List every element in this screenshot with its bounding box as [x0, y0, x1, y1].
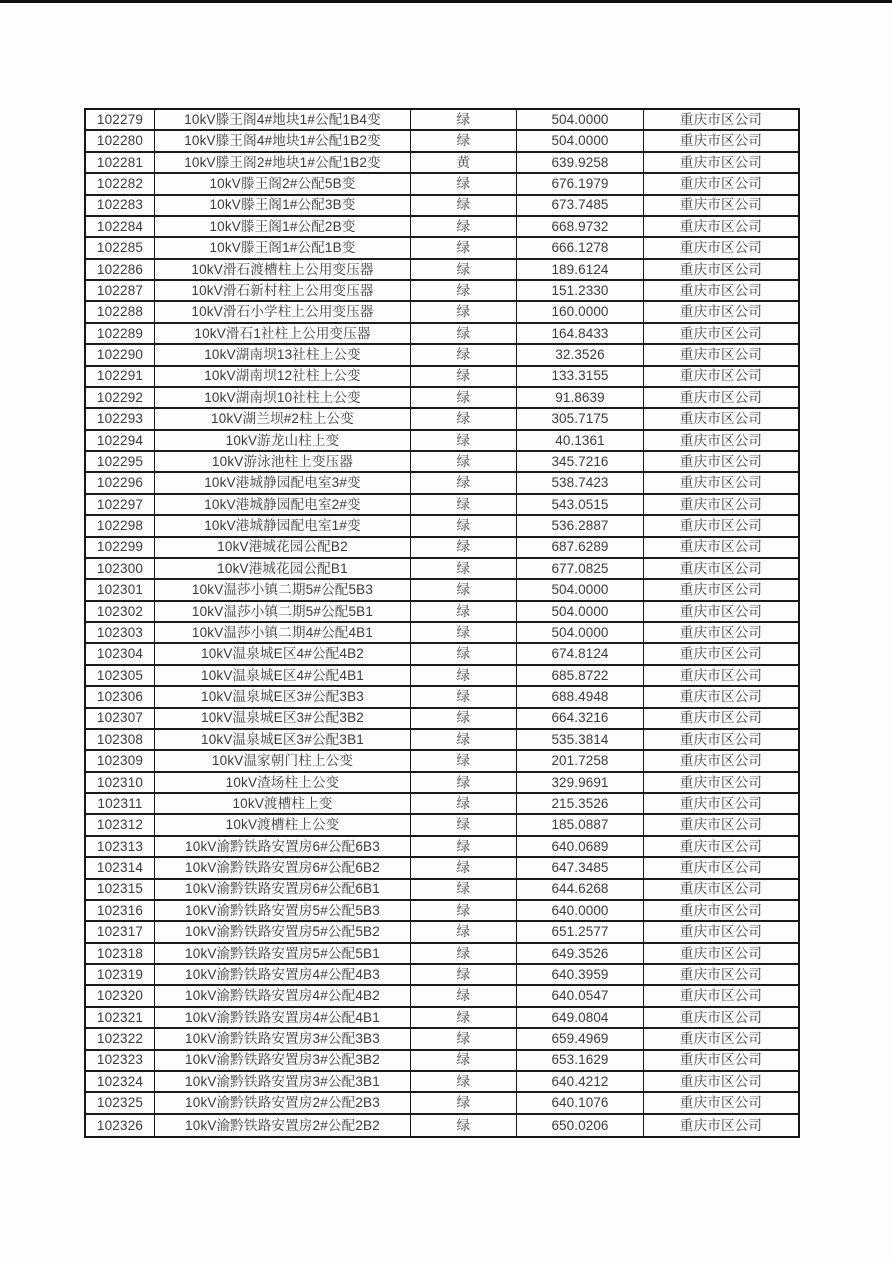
capacity-value: 640.4212	[517, 1072, 644, 1091]
table-row	[86, 837, 798, 858]
status-flag: 绿	[411, 495, 517, 514]
company-name: 重庆市区公司	[679, 582, 763, 598]
row-id: 102319	[86, 965, 155, 984]
capacity-value: 504.0000	[517, 131, 644, 150]
row-id: 102325	[86, 1093, 155, 1112]
status-flag: 绿	[411, 644, 517, 663]
row-id: 102281	[86, 153, 155, 172]
company-name: 重庆市区公司	[679, 860, 763, 876]
status-flag: 绿	[411, 217, 517, 236]
company-name: 重庆市区公司	[679, 411, 763, 427]
company-name: 重庆市区公司	[679, 518, 763, 534]
row-id: 102283	[86, 196, 155, 215]
status-flag: 绿	[411, 131, 517, 150]
table-row	[86, 1072, 798, 1093]
status-flag: 绿	[411, 773, 517, 792]
status-flag: 绿	[411, 901, 517, 920]
company-name: 重庆市区公司	[679, 389, 763, 405]
status-flag: 绿	[411, 944, 517, 963]
table-row	[86, 559, 798, 580]
status-flag: 绿	[411, 602, 517, 621]
company-name: 重庆市区公司	[679, 218, 763, 234]
table-row	[86, 922, 798, 943]
capacity-value: 305.7175	[517, 409, 644, 428]
transformer-name: 10kV滕王阁4#地块1#公配1B2变	[155, 131, 411, 150]
company-name: 重庆市区公司	[679, 368, 763, 384]
row-id: 102306	[86, 687, 155, 706]
status-flag: 绿	[411, 623, 517, 642]
status-flag: 绿	[411, 302, 517, 321]
row-id: 102294	[86, 431, 155, 450]
capacity-value: 673.7485	[517, 196, 644, 215]
status-flag: 绿	[411, 922, 517, 941]
transformer-name: 10kV滑石新村柱上公用变压器	[155, 281, 411, 300]
company-name: 重庆市区公司	[679, 1117, 763, 1133]
company-name: 重庆市区公司	[679, 432, 763, 448]
transformer-name: 10kV港城静园配电室3#变	[155, 473, 411, 492]
company-name: 重庆市区公司	[679, 1009, 763, 1025]
table-row	[86, 409, 798, 430]
table-row	[86, 110, 798, 131]
transformer-name: 10kV温莎小镇二期5#公配5B1	[155, 602, 411, 621]
status-flag: 绿	[411, 751, 517, 770]
company-name: 重庆市区公司	[679, 560, 763, 576]
capacity-value: 653.1629	[517, 1051, 644, 1070]
company-name: 重庆市区公司	[679, 325, 763, 341]
row-id: 102313	[86, 837, 155, 856]
capacity-value: 647.3485	[517, 858, 644, 877]
row-id: 102323	[86, 1051, 155, 1070]
row-id: 102320	[86, 986, 155, 1005]
status-flag: 绿	[411, 367, 517, 386]
status-flag: 绿	[411, 880, 517, 899]
row-id: 102318	[86, 944, 155, 963]
company-name: 重庆市区公司	[679, 624, 763, 640]
company-name: 重庆市区公司	[679, 133, 763, 149]
row-id: 102279	[86, 110, 155, 129]
table-row	[86, 773, 798, 794]
company-name: 重庆市区公司	[679, 774, 763, 790]
status-flag: 绿	[411, 1051, 517, 1070]
status-flag: 绿	[411, 260, 517, 279]
table-row	[86, 666, 798, 687]
row-id: 102307	[86, 709, 155, 728]
row-id: 102284	[86, 217, 155, 236]
transformer-name: 10kV游龙山柱上变	[155, 431, 411, 450]
table-row	[86, 495, 798, 516]
table-row	[86, 345, 798, 366]
capacity-value: 185.0887	[517, 815, 644, 834]
transformer-name: 10kV滕王阁2#公配5B变	[155, 174, 411, 193]
table-row	[86, 944, 798, 965]
status-flag: 绿	[411, 431, 517, 450]
row-id: 102303	[86, 623, 155, 642]
row-id: 102305	[86, 666, 155, 685]
table-row	[86, 623, 798, 644]
capacity-value: 160.0000	[517, 302, 644, 321]
row-id: 102310	[86, 773, 155, 792]
status-flag: 绿	[411, 815, 517, 834]
transformer-name: 10kV滕王阁1#公配2B变	[155, 217, 411, 236]
table-row	[86, 901, 798, 922]
status-flag: 绿	[411, 174, 517, 193]
transformer-name: 10kV渝黔铁路安置房4#公配4B1	[155, 1008, 411, 1027]
status-flag: 绿	[411, 687, 517, 706]
row-id: 102314	[86, 858, 155, 877]
company-name: 重庆市区公司	[679, 496, 763, 512]
table-row	[86, 730, 798, 751]
table-row	[86, 1029, 798, 1050]
row-id: 102308	[86, 730, 155, 749]
status-flag: 绿	[411, 730, 517, 749]
transformer-name: 10kV渝黔铁路安置房3#公配3B3	[155, 1029, 411, 1048]
capacity-value: 668.9732	[517, 217, 644, 236]
table-row	[86, 1008, 798, 1029]
capacity-value: 151.2330	[517, 281, 644, 300]
status-flag: 绿	[411, 986, 517, 1005]
table-row	[86, 217, 798, 238]
table-row	[86, 880, 798, 901]
transformer-name: 10kV温莎小镇二期5#公配5B3	[155, 580, 411, 599]
transformer-name: 10kV滕王阁2#地块1#公配1B2变	[155, 153, 411, 172]
table-row	[86, 431, 798, 452]
table-row	[86, 473, 798, 494]
capacity-value: 666.1278	[517, 238, 644, 257]
transformer-name: 10kV滑石小学柱上公用变压器	[155, 302, 411, 321]
row-id: 102302	[86, 602, 155, 621]
row-id: 102287	[86, 281, 155, 300]
capacity-value: 504.0000	[517, 623, 644, 642]
capacity-value: 640.1076	[517, 1093, 644, 1112]
capacity-value: 649.3526	[517, 944, 644, 963]
capacity-value: 164.8433	[517, 324, 644, 343]
table-row	[86, 324, 798, 345]
capacity-value: 640.0689	[517, 837, 644, 856]
table-row	[86, 1115, 798, 1136]
table-row	[86, 367, 798, 388]
row-id: 102280	[86, 131, 155, 150]
transformer-name: 10kV渣场柱上公变	[155, 773, 411, 792]
status-flag: 绿	[411, 345, 517, 364]
table-row	[86, 516, 798, 537]
transformer-name: 10kV湖兰坝#2柱上公变	[155, 409, 411, 428]
status-flag: 绿	[411, 666, 517, 685]
capacity-value: 677.0825	[517, 559, 644, 578]
transformer-name: 10kV游泳池柱上变压器	[155, 452, 411, 471]
transformer-name: 10kV滕王阁1#公配3B变	[155, 196, 411, 215]
transformer-name: 10kV湖南坝12社柱上公变	[155, 367, 411, 386]
company-name: 重庆市区公司	[679, 667, 763, 683]
capacity-value: 535.3814	[517, 730, 644, 749]
capacity-value: 91.8639	[517, 388, 644, 407]
row-id: 102312	[86, 815, 155, 834]
transformer-name: 10kV渡槽柱上公变	[155, 815, 411, 834]
row-id: 102292	[86, 388, 155, 407]
capacity-value: 538.7423	[517, 473, 644, 492]
status-flag: 绿	[411, 965, 517, 984]
capacity-value: 687.6289	[517, 538, 644, 557]
row-id: 102288	[86, 302, 155, 321]
company-name: 重庆市区公司	[679, 1052, 763, 1068]
transformer-name: 10kV滕王阁4#地块1#公配1B4变	[155, 110, 411, 129]
transformer-name: 10kV渝黔铁路安置房6#公配6B3	[155, 837, 411, 856]
company-name: 重庆市区公司	[679, 261, 763, 277]
table-row	[86, 986, 798, 1007]
row-id: 102324	[86, 1072, 155, 1091]
company-name: 重庆市区公司	[679, 731, 763, 747]
company-name: 重庆市区公司	[679, 111, 763, 127]
table-row	[86, 794, 798, 815]
table-row	[86, 687, 798, 708]
status-flag: 绿	[411, 196, 517, 215]
capacity-value: 640.3959	[517, 965, 644, 984]
row-id: 102293	[86, 409, 155, 428]
table-row	[86, 580, 798, 601]
transformer-name: 10kV渝黔铁路安置房4#公配4B2	[155, 986, 411, 1005]
capacity-value: 543.0515	[517, 495, 644, 514]
capacity-value: 504.0000	[517, 580, 644, 599]
capacity-value: 40.1361	[517, 431, 644, 450]
capacity-value: 688.4948	[517, 687, 644, 706]
company-name: 重庆市区公司	[679, 1073, 763, 1089]
company-name: 重庆市区公司	[679, 347, 763, 363]
company-name: 重庆市区公司	[679, 710, 763, 726]
row-id: 102295	[86, 452, 155, 471]
row-id: 102316	[86, 901, 155, 920]
row-id: 102322	[86, 1029, 155, 1048]
company-name: 重庆市区公司	[679, 902, 763, 918]
capacity-value: 651.2577	[517, 922, 644, 941]
status-flag: 绿	[411, 110, 517, 129]
status-flag: 绿	[411, 709, 517, 728]
row-id: 102299	[86, 538, 155, 557]
company-name: 重庆市区公司	[679, 924, 763, 940]
capacity-value: 649.0804	[517, 1008, 644, 1027]
table-row	[86, 858, 798, 879]
capacity-value: 659.4969	[517, 1029, 644, 1048]
status-flag: 绿	[411, 837, 517, 856]
status-flag: 绿	[411, 1072, 517, 1091]
company-name: 重庆市区公司	[679, 197, 763, 213]
transformer-name: 10kV渝黔铁路安置房6#公配6B2	[155, 858, 411, 877]
company-name: 重庆市区公司	[679, 282, 763, 298]
company-name: 重庆市区公司	[679, 988, 763, 1004]
table-row	[86, 1093, 798, 1114]
status-flag: 绿	[411, 516, 517, 535]
company-name: 重庆市区公司	[679, 646, 763, 662]
row-id: 102290	[86, 345, 155, 364]
company-name: 重庆市区公司	[679, 881, 763, 897]
company-name: 重庆市区公司	[679, 945, 763, 961]
capacity-value: 215.3526	[517, 794, 644, 813]
transformer-name: 10kV渝黔铁路安置房2#公配2B2	[155, 1115, 411, 1136]
status-flag: 绿	[411, 473, 517, 492]
transformer-name: 10kV温泉城E区3#公配3B3	[155, 687, 411, 706]
row-id: 102300	[86, 559, 155, 578]
transformer-name: 10kV温泉城E区3#公配3B1	[155, 730, 411, 749]
capacity-value: 536.2887	[517, 516, 644, 535]
row-id: 102286	[86, 260, 155, 279]
transformer-table	[84, 108, 800, 1138]
table-row	[86, 281, 798, 302]
status-flag: 绿	[411, 580, 517, 599]
company-name: 重庆市区公司	[679, 475, 763, 491]
row-id: 102317	[86, 922, 155, 941]
status-flag: 绿	[411, 238, 517, 257]
transformer-name: 10kV渝黔铁路安置房6#公配6B1	[155, 880, 411, 899]
row-id: 102289	[86, 324, 155, 343]
row-id: 102296	[86, 473, 155, 492]
row-id: 102285	[86, 238, 155, 257]
row-id: 102291	[86, 367, 155, 386]
status-flag: 绿	[411, 1115, 517, 1136]
capacity-value: 664.3216	[517, 709, 644, 728]
capacity-value: 32.3526	[517, 345, 644, 364]
table-row	[86, 1051, 798, 1072]
company-name: 重庆市区公司	[679, 817, 763, 833]
table-row	[86, 538, 798, 559]
row-id: 102298	[86, 516, 155, 535]
table-row	[86, 260, 798, 281]
capacity-value: 189.6124	[517, 260, 644, 279]
company-name: 重庆市区公司	[679, 1031, 763, 1047]
company-name: 重庆市区公司	[679, 795, 763, 811]
capacity-value: 133.3155	[517, 367, 644, 386]
status-flag: 绿	[411, 538, 517, 557]
status-flag: 绿	[411, 324, 517, 343]
transformer-name: 10kV温泉城E区4#公配4B1	[155, 666, 411, 685]
table-row	[86, 965, 798, 986]
row-id: 102297	[86, 495, 155, 514]
scan-top-edge	[0, 0, 892, 3]
transformer-name: 10kV港城静园配电室1#变	[155, 516, 411, 535]
capacity-value: 674.8124	[517, 644, 644, 663]
capacity-value: 676.1979	[517, 174, 644, 193]
capacity-value: 345.7216	[517, 452, 644, 471]
company-name: 重庆市区公司	[679, 453, 763, 469]
transformer-name: 10kV港城静园配电室2#变	[155, 495, 411, 514]
company-name: 重庆市区公司	[679, 539, 763, 555]
status-flag: 绿	[411, 452, 517, 471]
company-name: 重庆市区公司	[679, 1095, 763, 1111]
company-name: 重庆市区公司	[679, 603, 763, 619]
transformer-name: 10kV滑石渡槽柱上公用变压器	[155, 260, 411, 279]
transformer-name: 10kV港城花园公配B2	[155, 538, 411, 557]
table-row	[86, 196, 798, 217]
transformer-name: 10kV渝黔铁路安置房4#公配4B3	[155, 965, 411, 984]
transformer-name: 10kV湖南坝13社柱上公变	[155, 345, 411, 364]
transformer-name: 10kV滑石1社柱上公用变压器	[155, 324, 411, 343]
company-name: 重庆市区公司	[679, 838, 763, 854]
capacity-value: 201.7258	[517, 751, 644, 770]
capacity-value: 329.9691	[517, 773, 644, 792]
company-name: 重庆市区公司	[679, 304, 763, 320]
row-id: 102315	[86, 880, 155, 899]
status-flag: 绿	[411, 559, 517, 578]
table-row	[86, 174, 798, 195]
status-flag: 绿	[411, 388, 517, 407]
table-row	[86, 452, 798, 473]
table-row	[86, 751, 798, 772]
table-row	[86, 302, 798, 323]
row-id: 102282	[86, 174, 155, 193]
status-flag: 绿	[411, 1093, 517, 1112]
transformer-name: 10kV渝黔铁路安置房5#公配5B3	[155, 901, 411, 920]
company-name: 重庆市区公司	[679, 240, 763, 256]
transformer-name: 10kV渝黔铁路安置房3#公配3B2	[155, 1051, 411, 1070]
transformer-name: 10kV滕王阁1#公配1B变	[155, 238, 411, 257]
table-row	[86, 709, 798, 730]
row-id: 102321	[86, 1008, 155, 1027]
row-id: 102304	[86, 644, 155, 663]
table-row	[86, 815, 798, 836]
transformer-name: 10kV温泉城E区4#公配4B2	[155, 644, 411, 663]
transformer-name: 10kV渝黔铁路安置房5#公配5B2	[155, 922, 411, 941]
transformer-name: 10kV温泉城E区3#公配3B2	[155, 709, 411, 728]
table-row	[86, 644, 798, 665]
table-row	[86, 602, 798, 623]
transformer-name: 10kV渝黔铁路安置房3#公配3B1	[155, 1072, 411, 1091]
company-name: 重庆市区公司	[679, 176, 763, 192]
transformer-name: 10kV温莎小镇二期4#公配4B1	[155, 623, 411, 642]
capacity-value: 650.0206	[517, 1115, 644, 1136]
status-flag: 绿	[411, 409, 517, 428]
table-row	[86, 388, 798, 409]
table-row	[86, 238, 798, 259]
transformer-name: 10kV温家朝门柱上公变	[155, 751, 411, 770]
capacity-value: 504.0000	[517, 602, 644, 621]
status-flag: 绿	[411, 1008, 517, 1027]
row-id: 102326	[86, 1115, 155, 1136]
capacity-value: 639.9258	[517, 153, 644, 172]
row-id: 102309	[86, 751, 155, 770]
company-name: 重庆市区公司	[679, 154, 763, 170]
row-id: 102311	[86, 794, 155, 813]
status-flag: 绿	[411, 858, 517, 877]
company-name: 重庆市区公司	[679, 966, 763, 982]
table-row	[86, 131, 798, 152]
capacity-value: 640.0000	[517, 901, 644, 920]
capacity-value: 685.8722	[517, 666, 644, 685]
status-flag: 绿	[411, 281, 517, 300]
company-name: 重庆市区公司	[679, 753, 763, 769]
row-id: 102301	[86, 580, 155, 599]
transformer-name: 10kV渡槽柱上变	[155, 794, 411, 813]
capacity-value: 644.6268	[517, 880, 644, 899]
status-flag: 黄	[411, 153, 517, 172]
status-flag: 绿	[411, 1029, 517, 1048]
capacity-value: 504.0000	[517, 110, 644, 129]
status-flag: 绿	[411, 794, 517, 813]
company-name: 重庆市区公司	[679, 689, 763, 705]
table-row	[86, 153, 798, 174]
transformer-name: 10kV渝黔铁路安置房5#公配5B1	[155, 944, 411, 963]
transformer-name: 10kV渝黔铁路安置房2#公配2B3	[155, 1093, 411, 1112]
transformer-name: 10kV港城花园公配B1	[155, 559, 411, 578]
capacity-value: 640.0547	[517, 986, 644, 1005]
transformer-name: 10kV湖南坝10社柱上公变	[155, 388, 411, 407]
